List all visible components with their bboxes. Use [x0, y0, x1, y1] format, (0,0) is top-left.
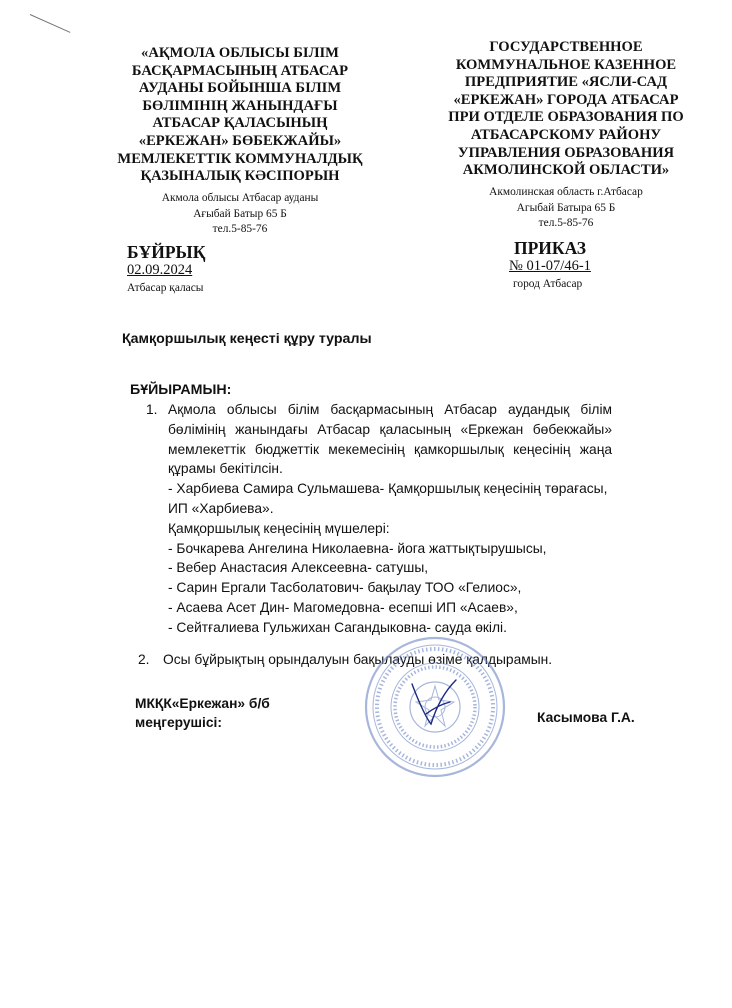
order-date: 02.09.2024	[127, 262, 193, 278]
council-members-heading: Қамқоршылық кеңесінің мүшелері:	[168, 520, 390, 536]
kz-organization-name: «АҚМОЛА ОБЛЫСЫ БІЛІМ БАСҚАРМАСЫНЫҢ АТБАСАР АУДАНЫ БОЙЫНША БІЛІМ БӨЛІМІНІҢ ЖАНЫНДАҒЫ АТБАСАР ҚАЛАСЫНЫҢ «ЕРКЕЖАН» БӨБЕКЖАЙЫ» МЕМЛЕКЕТТІК КОММУНАЛДЫҚ ҚАЗЫНАЛЫҚ КӘСІПОРЫН	[117, 45, 363, 185]
council-chair-line: - Харбиева Самира Сульмашева- Қамқоршылық кеңесінің төрағасы,	[168, 481, 608, 497]
order-number: № 01-07/46-1	[509, 258, 591, 274]
ru-address: Акмолинская область г.Атбасар Агыбай Батыра 65 Б тел.5-85-76	[489, 186, 643, 229]
council-member-line: - Вебер Анастасия Алексеевна- сатушы,	[168, 560, 429, 576]
council-member-line: - Сейтғалиева Гульжихан Сагандыковна- сауда өкілі.	[168, 619, 507, 635]
orders-heading: БҰЙЫРАМЫН:	[130, 382, 232, 398]
ru-organization-name: ГОСУДАРСТВЕННОЕ КОММУНАЛЬНОЕ КАЗЕННОЕ ПРЕДПРИЯТИЕ «ЯСЛИ-САД «ЕРКЕЖАН» ГОРОДА АТБАСАР ПРИ ОТДЕЛЕ ОБРАЗОВАНИЯ ПО АТБАСАРСКОМУ РАЙОНУ УПРАВЛЕНИЯ ОБРАЗОВАНИЯ АКМОЛИНСКОЙ ОБЛАСТИ»	[448, 39, 684, 179]
item-1-text: Ақмола облысы білім басқармасының Атбасар аудандық білім бөлімінің жанындағы Атбасар қаласының «Еркежан бөбекжайы» мемлекеттік бюджеттік мекемесінің қамкоршылық кеңесінің жаңа құрамы бекітілсін.	[168, 402, 612, 477]
council-chair-org: ИП «Харбиева».	[168, 500, 274, 516]
order-subject: Қамқоршылық кеңесті құру туралы	[122, 331, 372, 347]
order-item-1	[146, 400, 612, 638]
ru-order-title: ПРИКАЗ	[514, 238, 587, 258]
council-member-line: - Сарин Ергали Тасболатович- бақылау ТОО «Гелиос»,	[168, 580, 522, 596]
item-2-number: 2.	[138, 652, 150, 667]
handwritten-signature	[406, 678, 460, 728]
pen-stroke-mark	[30, 14, 71, 33]
council-member-line: - Асаева Асет Дин- Магомедовна- есепші ИП «Асаев»,	[168, 599, 518, 615]
ru-order-city: город Атбасар	[513, 278, 583, 290]
signatory-title: МКҚК«Еркежан» б/б меңгерушісі:	[135, 696, 270, 730]
kz-order-title: БҰЙРЫҚ	[127, 242, 206, 262]
item-1-number: 1.	[146, 402, 158, 417]
signer-name: Касымова Г.А.	[537, 710, 635, 725]
kz-order-city: Атбасар қаласы	[127, 282, 204, 294]
kz-address: Акмола облысы Атбасар ауданы Ағыбай Батыр 65 Б тел.5-85-76	[161, 192, 319, 235]
item-2-text: Осы бұйрықтың орындалуын бақылауды өзіме қалдырамын.	[163, 652, 553, 667]
council-member-line: - Бочкарева Ангелина Николаевна- йога жаттықтырушысы,	[168, 540, 547, 556]
